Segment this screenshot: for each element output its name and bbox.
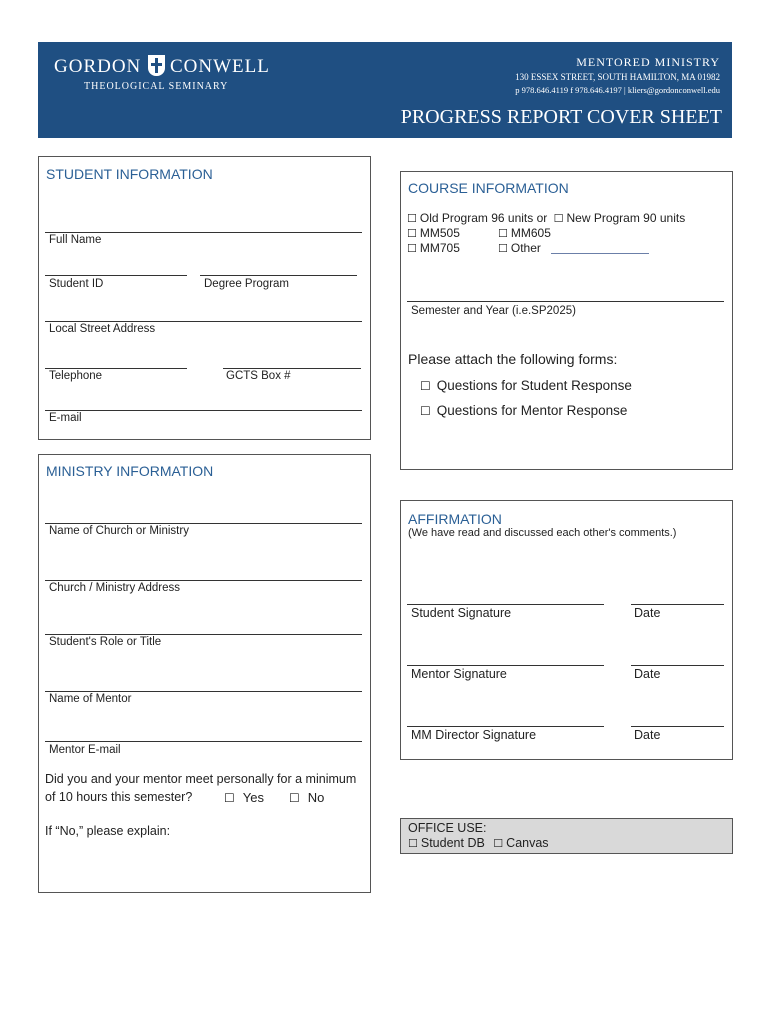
no-checkbox[interactable]: ☐ xyxy=(289,791,300,805)
church-address-field[interactable] xyxy=(45,560,362,580)
student-id-label: Student ID xyxy=(49,278,104,290)
mm705-label: MM705 xyxy=(419,241,460,255)
email-field[interactable] xyxy=(45,390,362,410)
church-name-field[interactable] xyxy=(45,503,362,523)
street-address-label: Local Street Address xyxy=(49,323,156,335)
mentor-name-label: Name of Mentor xyxy=(49,693,132,705)
mentor-response-checkbox[interactable]: ☐ xyxy=(420,404,431,418)
explain-field[interactable] xyxy=(45,842,362,886)
explain-label: If “No,” please explain: xyxy=(45,824,171,838)
degree-program-field[interactable] xyxy=(200,255,357,275)
other-checkbox[interactable]: ☐ xyxy=(498,242,508,255)
logo-text-conwell: CONWELL xyxy=(170,56,270,77)
degree-program-label: Degree Program xyxy=(204,278,290,290)
yes-checkbox[interactable]: ☐ xyxy=(224,791,235,805)
director-signature-field[interactable] xyxy=(407,706,604,726)
student-role-field[interactable] xyxy=(45,614,362,634)
director-date-label: Date xyxy=(634,728,661,742)
no-label: No xyxy=(307,790,325,805)
director-signature-label: MM Director Signature xyxy=(411,728,537,742)
office-contact: p 978.646.4119 f 978.646.4197 | kliers@gordonconwell.edu xyxy=(515,85,720,95)
mm605-checkbox[interactable]: ☐ xyxy=(498,227,508,240)
attach-forms-text: Please attach the following forms: xyxy=(408,351,618,367)
mm505-checkbox[interactable]: ☐ xyxy=(407,227,417,240)
old-program-label: Old Program 96 units or xyxy=(419,211,548,225)
full-name-label: Full Name xyxy=(49,234,102,246)
ministry-information-heading: MINISTRY INFORMATION xyxy=(46,463,214,479)
student-role-label: Student's Role or Title xyxy=(49,636,162,648)
other-course-field[interactable] xyxy=(551,238,649,253)
mentor-signature-field[interactable] xyxy=(407,645,604,665)
meeting-question-line2: of 10 hours this semester? xyxy=(45,790,193,804)
student-signature-label: Student Signature xyxy=(411,606,512,620)
new-program-checkbox[interactable]: ☐ xyxy=(553,212,564,225)
logo-subtitle: THEOLOGICAL SEMINARY xyxy=(84,81,229,92)
yes-label: Yes xyxy=(242,790,264,805)
semester-year-field[interactable] xyxy=(407,281,724,301)
header-banner xyxy=(38,42,732,138)
student-db-checkbox[interactable]: ☐ xyxy=(408,837,418,850)
office-name: MENTORED MINISTRY xyxy=(576,55,720,69)
student-date-label: Date xyxy=(634,606,661,620)
logo-text-gordon: GORDON xyxy=(54,56,142,77)
director-date-field[interactable] xyxy=(631,706,724,726)
gcts-box-label: GCTS Box # xyxy=(226,370,291,382)
new-program-label: New Program 90 units xyxy=(566,211,686,225)
telephone-label: Telephone xyxy=(49,370,103,382)
student-db-label: Student DB xyxy=(420,836,485,850)
student-id-field[interactable] xyxy=(45,255,187,275)
other-label: Other xyxy=(510,241,541,255)
mm605-label: MM605 xyxy=(510,226,551,240)
office-use-heading: OFFICE USE: xyxy=(408,821,487,835)
mm705-checkbox[interactable]: ☐ xyxy=(407,242,417,255)
gcts-box-field[interactable] xyxy=(223,348,361,368)
mentor-name-field[interactable] xyxy=(45,671,362,691)
meeting-question-line1: Did you and your mentor meet personally for a minimum xyxy=(45,772,357,786)
church-address-label: Church / Ministry Address xyxy=(49,582,181,594)
affirmation-note: (We have read and discussed each other's comments.) xyxy=(408,527,677,539)
street-address-field[interactable] xyxy=(45,301,362,321)
canvas-checkbox[interactable]: ☐ xyxy=(493,837,504,850)
mentor-response-label: Questions for Mentor Response xyxy=(436,403,628,418)
mentor-email-field[interactable] xyxy=(45,721,362,741)
full-name-field[interactable] xyxy=(45,212,362,232)
student-information-heading: STUDENT INFORMATION xyxy=(46,166,213,182)
student-response-label: Questions for Student Response xyxy=(436,378,632,393)
semester-year-label: Semester and Year (i.e.SP2025) xyxy=(411,305,576,317)
student-date-field[interactable] xyxy=(631,584,724,604)
email-label: E-mail xyxy=(49,412,82,424)
telephone-field[interactable] xyxy=(45,348,187,368)
church-name-label: Name of Church or Ministry xyxy=(49,525,189,537)
course-information-heading: COURSE INFORMATION xyxy=(408,180,569,196)
office-address: 130 ESSEX STREET, SOUTH HAMILTON, MA 01982 xyxy=(515,72,720,82)
mentor-email-label: Mentor E-mail xyxy=(49,744,121,756)
mentor-signature-label: Mentor Signature xyxy=(411,667,507,681)
old-program-checkbox[interactable]: ☐ xyxy=(407,212,417,225)
shield-icon xyxy=(148,55,165,76)
student-response-checkbox[interactable]: ☐ xyxy=(420,379,431,393)
canvas-label: Canvas xyxy=(506,836,549,850)
mentor-date-field[interactable] xyxy=(631,645,724,665)
affirmation-heading: AFFIRMATION xyxy=(408,511,502,527)
student-signature-field[interactable] xyxy=(407,584,604,604)
mentor-date-label: Date xyxy=(634,667,661,681)
page-title: PROGRESS REPORT COVER SHEET xyxy=(400,106,722,128)
mm505-label: MM505 xyxy=(419,226,460,240)
